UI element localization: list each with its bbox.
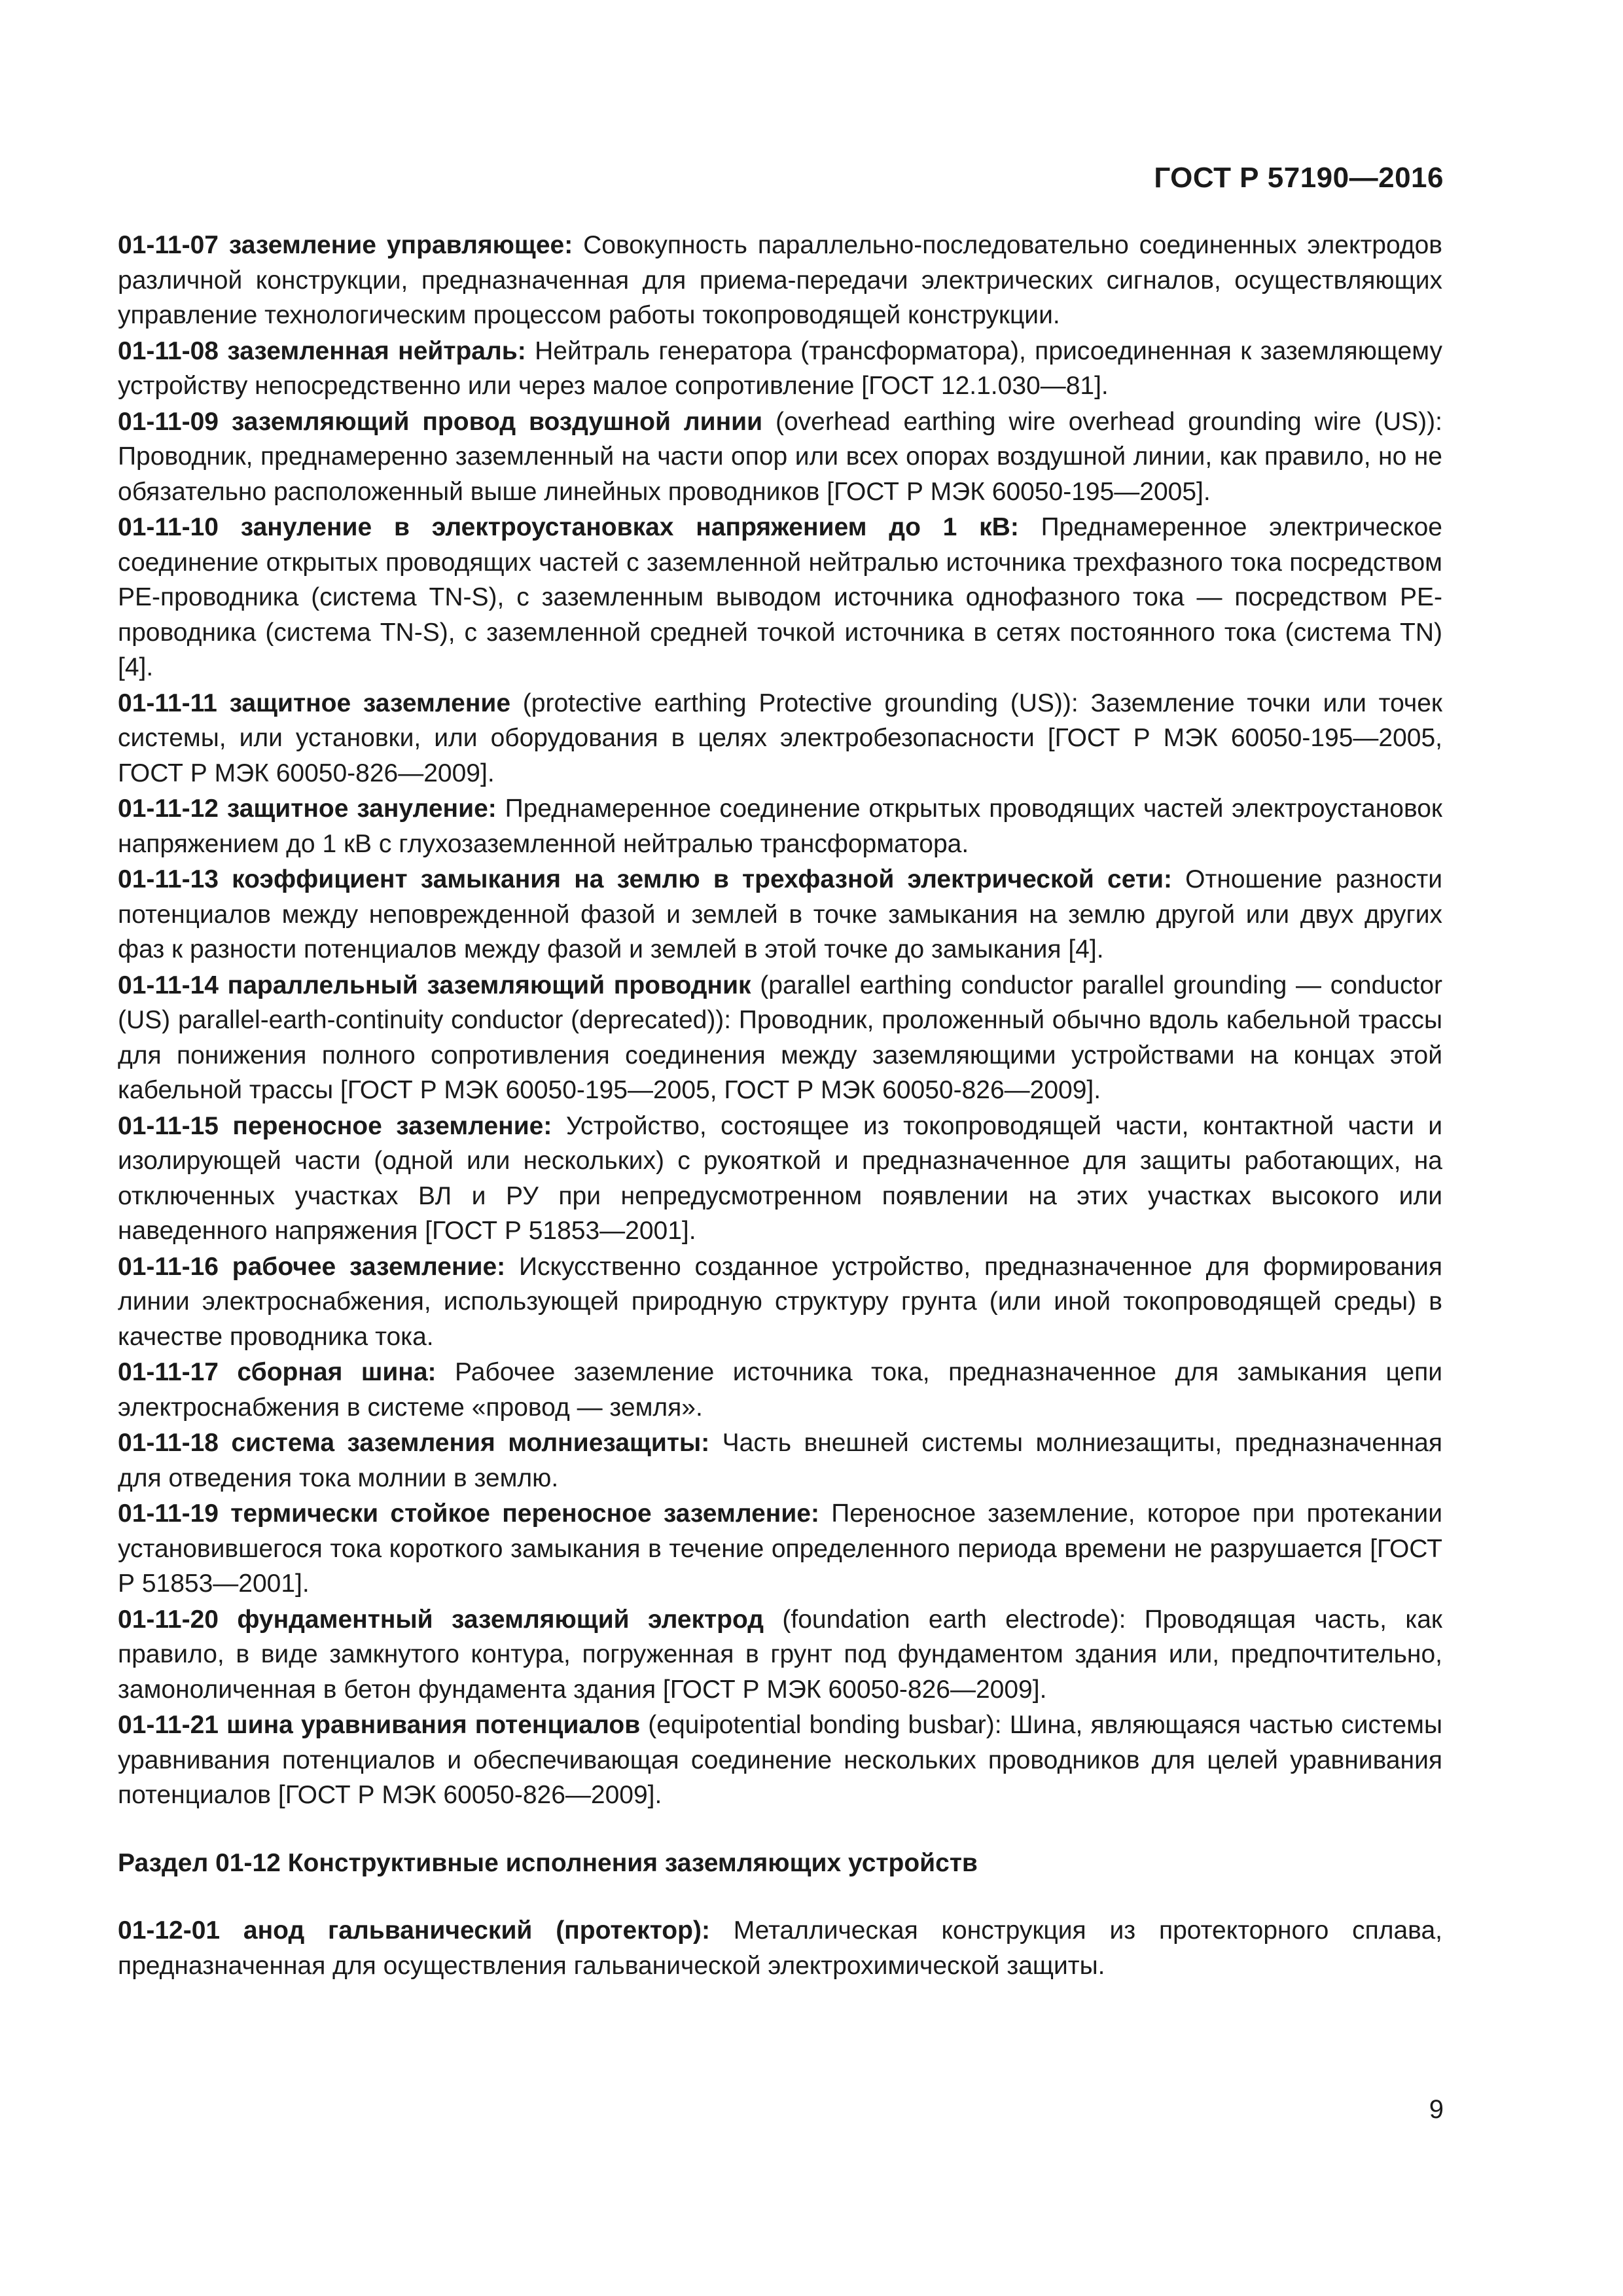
term-name: 01-11-10 зануление в электроустановках напряжением до 1 кВ: <box>118 513 1019 541</box>
term-name: 01-11-08 заземленная нейтраль: <box>118 336 526 365</box>
term-name: 01-11-15 переносное заземление: <box>118 1111 552 1140</box>
term-definition: Совокупность параллельно-последовательно соединенных электродов различной конструкции, предназначенная для приема-передачи электрических сигналов, осуществляющих управление технологическим процессом работы токопроводящей конструкции. <box>118 231 1442 329</box>
term-definition: (overhead earthing wire overhead grounding wire (US)): Проводник, преднамеренно заземленный на части опор или всех опорах воздушной линии, как правило, но не обязательно расположенный выше линейных проводников [ГОСТ Р МЭК 60050-195—2005]. <box>118 407 1442 506</box>
term-entry <box>118 1708 1442 1813</box>
term-entry <box>118 791 1442 861</box>
term-name: 01-12-01 анод гальванический (протектор): <box>118 1916 710 1945</box>
term-entry <box>118 228 1442 333</box>
term-definition: (foundation earth electrode): Проводящая часть, как правило, в виде замкнутого контура, погруженная в грунт под фундаментом здания или, предпочтительно, замоноличенная в бетон фундамента здания [ГОСТ Р МЭК 60050-826—2009]. <box>118 1605 1442 1704</box>
entries-list <box>118 228 1442 1813</box>
term-definition: Отношение разности потенциалов между неповрежденной фазой и землей в точке замыкания на землю другой или двух других фаз к разности потенциалов между фазой и землей в этой точке до замыкания [4]. <box>118 865 1442 963</box>
term-entry <box>118 1602 1442 1708</box>
term-definition: Устройство, состоящее из токопроводящей части, контактной части и изолирующей части (одной или нескольких) с рукояткой и предназначенное для защиты работающих, на отключенных участках ВЛ и РУ при непредусмотренном появлении на этих участках высокого или наведенного напряжения [ГОСТ Р 51853—2001]. <box>118 1111 1442 1245</box>
term-definition: Искусственно созданное устройство, предназначенное для формирования линии электроснабжения, использующей природную структуру грунта (или иной токопроводящей среды) в качестве проводника тока. <box>118 1252 1442 1351</box>
term-entry <box>118 334 1442 404</box>
term-name: 01-11-13 коэффициент замыкания на землю в трехфазной электрической сети: <box>118 865 1172 893</box>
term-definition: Нейтраль генератора (трансформатора), присоединенная к заземляющему устройству непосредственно или через малое сопротивление [ГОСТ 12.1.030—81]. <box>118 336 1442 400</box>
term-entry <box>118 1913 1442 1983</box>
term-entry <box>118 862 1442 967</box>
term-name: 01-11-18 система заземления молниезащиты: <box>118 1429 710 1457</box>
term-definition: Рабочее заземление источника тока, предназначенное для замыкания цепи электроснабжения в системе «провод — земля». <box>118 1358 1442 1422</box>
section-heading: Раздел 01-12 Конструктивные исполнения заземляющих устройств <box>118 1848 978 1877</box>
term-name: 01-11-21 шина уравнивания потенциалов <box>118 1711 641 1739</box>
term-definition: (equipotential bonding busbar): Шина, являющаяся частью системы уравнивания потенциалов и обеспечивающая соединение нескольких проводников для целей уравнивания потенциалов [ГОСТ Р МЭК 60050-826—2009]. <box>118 1711 1442 1809</box>
term-entry <box>118 968 1442 1108</box>
term-definition: Часть внешней системы молниезащиты, предназначенная для отведения тока молнии в землю. <box>118 1429 1442 1492</box>
page-number: 9 <box>1429 2095 1444 2124</box>
document-id-header: ГОСТ Р 57190—2016 <box>1154 162 1444 194</box>
term-definition: (parallel earthing conductor parallel grounding — conductor (US) parallel-earth-continuity conductor (deprecated)): Проводник, проложенный обычно вдоль кабельной трассы для понижения полного сопротивления соединения между заземляющими устройствами на концах этой кабельной трассы [ГОСТ Р МЭК 60050-195—2005, ГОСТ Р МЭК 60050-826—2009]. <box>118 971 1442 1104</box>
term-entry <box>118 1249 1442 1355</box>
term-definition: Металлическая конструкция из протекторного сплава, предназначенная для осуществления гальванической электрохимической защиты. <box>118 1916 1442 1980</box>
term-definition: Преднамеренное электрическое соединение открытых проводящих частей с заземленной нейтралью источника трехфазного тока посредством PE-проводника (система TN-S), с заземленным выводом источника однофазного тока — посредством PE-проводника (система TN-S), с заземленной средней точкой источника в сетях постоянного тока (система TN) [4]. <box>118 513 1442 681</box>
term-entry <box>118 1109 1442 1249</box>
term-name: 01-11-14 параллельный заземляющий проводник <box>118 971 751 999</box>
term-name: 01-11-11 защитное заземление <box>118 689 511 717</box>
term-entry <box>118 1496 1442 1602</box>
term-definition: Преднамеренное соединение открытых проводящих частей электроустановок напряжением до 1 кВ с глухозаземленной нейтралью трансформатора. <box>118 795 1442 858</box>
term-definition: (protective earthing Protective grounding (US)): Заземление точки или точек системы, или установки, или оборудования в целях электробезопасности [ГОСТ Р МЭК 60050-195—2005, ГОСТ Р МЭК 60050-826—2009]. <box>118 689 1442 787</box>
term-entry <box>118 404 1442 510</box>
term-entry <box>118 1426 1442 1496</box>
term-name: 01-11-19 термически стойкое переносное заземление: <box>118 1499 819 1528</box>
term-entry <box>118 510 1442 685</box>
document-body <box>118 228 1442 1984</box>
term-name: 01-11-17 сборная шина: <box>118 1358 437 1386</box>
term-entry <box>118 686 1442 791</box>
term-name: 01-11-07 заземление управляющее: <box>118 231 573 259</box>
term-entry <box>118 1355 1442 1425</box>
term-definition: Переносное заземление, которое при протекании установившегося тока короткого замыкания в течение определенного периода времени не разрушается [ГОСТ Р 51853—2001]. <box>118 1499 1442 1598</box>
section-entries-list <box>118 1913 1442 1983</box>
term-name: 01-11-20 фундаментный заземляющий электрод <box>118 1605 764 1634</box>
term-name: 01-11-12 защитное зануление: <box>118 795 497 823</box>
term-name: 01-11-16 рабочее заземление: <box>118 1252 506 1281</box>
term-name: 01-11-09 заземляющий провод воздушной линии <box>118 407 763 436</box>
